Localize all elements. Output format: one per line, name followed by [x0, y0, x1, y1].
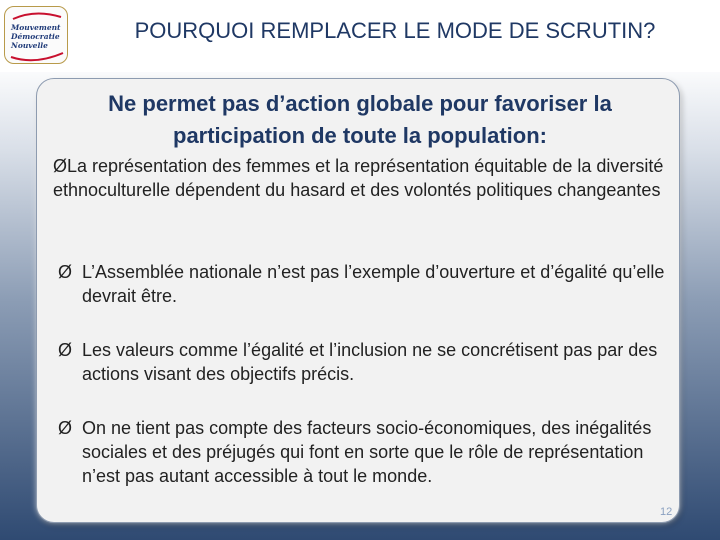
- bullet-text-3: Les valeurs comme l’égalité et l’inclusion ne se concrétisent pas par des actions visant des objectifs précis.: [82, 340, 658, 384]
- bullet-arrow-icon: Ø: [58, 340, 73, 360]
- logo-line-1: Mouvement: [11, 23, 61, 32]
- bullet-text-1: La représentation des femmes et la représentation équitable de la diversité ethnoculturelle dépendent du hasard et des volontés politiques changeantes: [53, 156, 664, 200]
- bullet-arrow-icon: Ø: [58, 418, 73, 438]
- bullet-item-2: [58, 260, 678, 308]
- bullet-item-4: [58, 416, 678, 488]
- logo-line-3: Nouvelle: [11, 41, 48, 50]
- page-number: 12: [660, 506, 673, 518]
- bullet-arrow-icon: Ø: [58, 262, 73, 282]
- logo-line-2: Démocratie: [11, 32, 60, 41]
- slide-subtitle: Ne permet pas d’action globale pour favoriser la participation de toute la population:: [108, 91, 612, 148]
- bullet-item-3: [58, 338, 678, 386]
- bullet-text-2: L’Assemblée nationale n’est pas l’exemple d’ouverture et d’égalité qu’elle devrait être.: [82, 262, 665, 306]
- bullet-text-4: On ne tient pas compte des facteurs socio-économiques, des inégalités sociales et des préjugés qui font en sorte que le rôle de représentation n’est pas autant accessible à tout le monde.: [82, 418, 652, 486]
- bullet-item-1: [53, 154, 693, 202]
- logo: [4, 6, 68, 64]
- bullet-arrow-icon: Ø: [53, 156, 68, 176]
- page-title: POURQUOI REMPLACER LE MODE DE SCRUTIN?: [134, 18, 656, 43]
